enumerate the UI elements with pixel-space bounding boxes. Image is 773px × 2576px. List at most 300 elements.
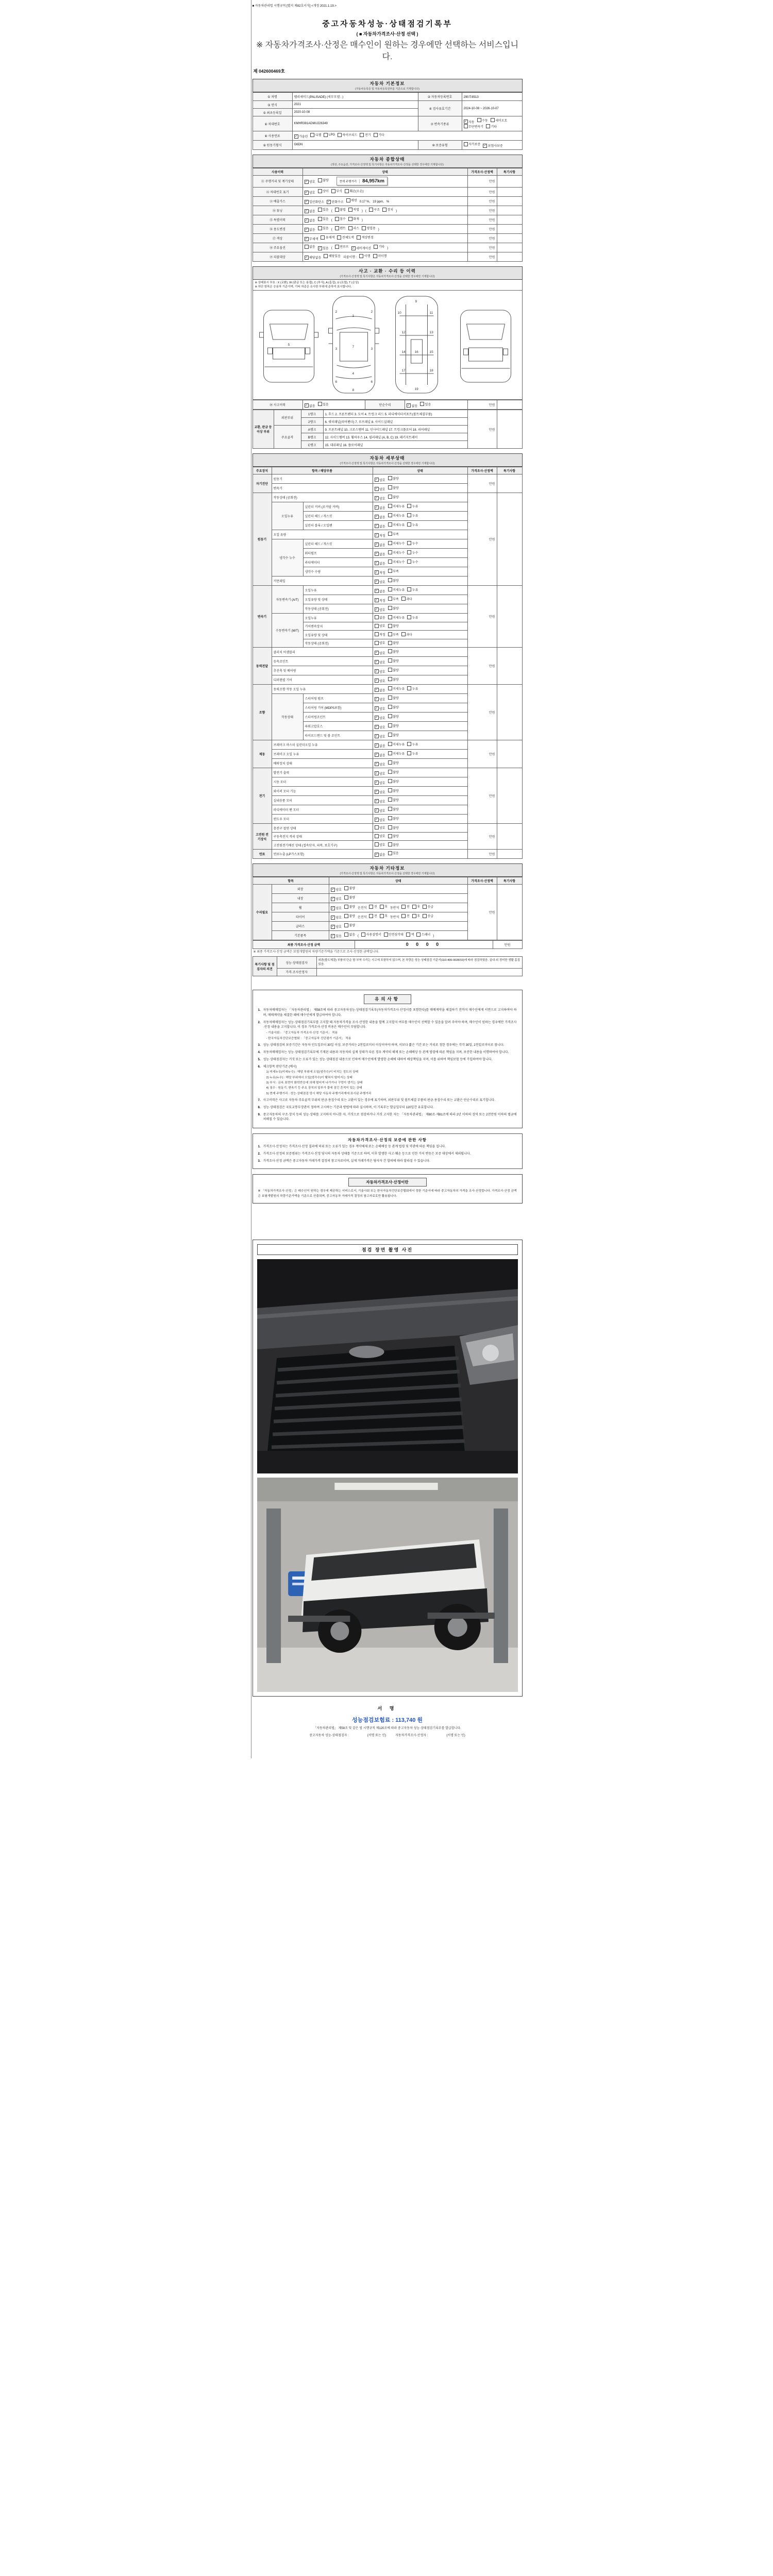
checkbox-box[interactable] — [369, 208, 373, 212]
checkbox-미세누유[interactable] — [388, 615, 405, 620]
checkbox-box[interactable] — [388, 532, 392, 536]
checkbox-양호[interactable] — [375, 580, 385, 584]
checkbox-box[interactable] — [388, 779, 392, 783]
checkbox-응급[interactable] — [423, 913, 433, 918]
checkbox-스패너[interactable] — [416, 932, 430, 937]
checkbox-box[interactable]: ✓ — [318, 246, 322, 250]
checkbox-box[interactable] — [491, 118, 495, 122]
checkbox-box[interactable] — [344, 905, 348, 909]
checkbox-불량[interactable] — [388, 649, 399, 654]
checkbox-box[interactable] — [388, 522, 392, 527]
checkbox-box[interactable] — [344, 923, 348, 927]
checkbox-box[interactable] — [318, 189, 322, 193]
checkbox-box[interactable]: ✓ — [375, 571, 378, 574]
checkbox-box[interactable] — [335, 226, 339, 230]
checkbox-적정[interactable] — [375, 598, 385, 603]
checkbox-불량[interactable] — [388, 495, 399, 499]
checkbox-썬루프[interactable] — [335, 244, 349, 249]
checkbox-적정[interactable] — [375, 632, 385, 637]
checkbox-box[interactable]: ✓ — [294, 134, 298, 138]
checkbox-box[interactable] — [407, 587, 411, 591]
checkbox-상이[interactable] — [318, 189, 329, 193]
checkbox-누유[interactable] — [407, 751, 418, 756]
checkbox-탄화수소[interactable] — [327, 199, 344, 204]
checkbox-box[interactable]: ✓ — [305, 209, 308, 213]
checkbox-이행[interactable] — [359, 253, 370, 258]
checkbox-box[interactable] — [305, 245, 309, 249]
checkbox-box[interactable]: ✓ — [375, 744, 378, 748]
checkbox-일산화탄소[interactable] — [305, 199, 324, 204]
checkbox-box[interactable] — [388, 485, 392, 489]
checkbox-양호[interactable] — [375, 725, 385, 730]
checkbox-구조[interactable] — [369, 207, 380, 212]
checkbox-전[interactable] — [369, 904, 377, 909]
checkbox-box[interactable] — [423, 914, 427, 918]
checkbox-box[interactable]: ✓ — [375, 515, 378, 519]
checkbox-box[interactable] — [401, 905, 406, 909]
checkbox-box[interactable] — [388, 550, 392, 554]
checkbox-양호[interactable] — [375, 762, 385, 767]
checkbox-box[interactable] — [388, 476, 392, 480]
checkbox-유채색[interactable] — [321, 235, 334, 240]
checkbox-box[interactable] — [407, 560, 411, 564]
checkbox-box[interactable] — [324, 133, 328, 137]
checkbox-box[interactable] — [406, 933, 410, 937]
checkbox-box[interactable] — [388, 641, 392, 645]
checkbox-양호[interactable] — [331, 887, 342, 892]
checkbox-없음[interactable] — [375, 753, 385, 757]
checkbox-매연[interactable] — [346, 198, 357, 202]
checkbox-box[interactable] — [388, 597, 392, 601]
checkbox-box[interactable] — [401, 632, 406, 636]
checkbox-양호[interactable] — [375, 478, 385, 482]
checkbox-box[interactable]: ✓ — [375, 534, 378, 537]
checkbox-box[interactable] — [388, 578, 392, 582]
checkbox-box[interactable] — [388, 798, 392, 802]
checkbox-후[interactable] — [380, 913, 388, 918]
checkbox-box[interactable]: ✓ — [331, 888, 334, 891]
checkbox-양호[interactable] — [375, 790, 385, 794]
checkbox-있음[interactable] — [318, 246, 329, 250]
checkbox-불량[interactable] — [388, 825, 399, 830]
checkbox-없음[interactable] — [375, 524, 385, 529]
checkbox-보험사보증[interactable] — [483, 143, 502, 148]
checkbox-box[interactable] — [388, 624, 392, 628]
checkbox-있음[interactable] — [318, 216, 329, 221]
checkbox-box[interactable] — [407, 742, 411, 746]
checkbox-누유[interactable] — [407, 615, 418, 620]
checkbox-양호[interactable] — [331, 924, 342, 929]
checkbox-box[interactable]: ✓ — [375, 478, 378, 482]
checkbox-부족[interactable] — [388, 632, 399, 637]
checkbox-box[interactable] — [388, 816, 392, 820]
checkbox-미이행[interactable] — [373, 253, 387, 258]
checkbox-없음[interactable] — [344, 932, 355, 937]
checkbox-부족[interactable] — [388, 569, 399, 573]
checkbox-양호[interactable] — [375, 842, 385, 847]
checkbox-리스[interactable] — [348, 226, 359, 230]
checkbox-없음[interactable] — [375, 543, 385, 547]
checkbox-box[interactable] — [344, 933, 348, 937]
checkbox-box[interactable] — [348, 208, 352, 212]
checkbox-불량[interactable] — [388, 788, 399, 793]
checkbox-침수[interactable] — [335, 216, 346, 221]
checkbox-box[interactable] — [388, 825, 392, 829]
checkbox-box[interactable] — [412, 905, 416, 909]
checkbox-box[interactable] — [388, 541, 392, 545]
checkbox-불량[interactable] — [388, 779, 399, 784]
checkbox-box[interactable] — [388, 705, 392, 709]
checkbox-양호[interactable] — [375, 706, 385, 711]
checkbox-box[interactable]: ✓ — [375, 716, 378, 720]
checkbox-box[interactable] — [318, 208, 322, 212]
checkbox-box[interactable]: ✓ — [375, 524, 378, 528]
checkbox-box[interactable] — [359, 254, 363, 258]
checkbox-box[interactable]: ✓ — [305, 218, 308, 222]
checkbox-적법[interactable] — [348, 207, 359, 212]
checkbox-box[interactable]: ✓ — [375, 580, 378, 584]
checkbox-box[interactable] — [374, 133, 378, 137]
checkbox-box[interactable]: ✓ — [375, 487, 378, 491]
checkbox-네비게이션[interactable] — [351, 246, 371, 250]
checkbox-box[interactable] — [369, 914, 373, 918]
checkbox-자동[interactable] — [464, 120, 475, 124]
checkbox-box[interactable] — [388, 686, 392, 690]
checkbox-box[interactable] — [388, 714, 392, 718]
checkbox-box[interactable]: ✓ — [375, 781, 378, 785]
checkbox-box[interactable]: ✓ — [375, 725, 378, 729]
checkbox-box[interactable] — [477, 118, 481, 122]
checkbox-장치[interactable] — [382, 207, 393, 212]
checkbox-부족[interactable] — [388, 532, 399, 536]
checkbox-box[interactable]: ✓ — [375, 679, 378, 683]
checkbox-box[interactable] — [388, 842, 392, 846]
checkbox-box[interactable] — [388, 649, 392, 653]
checkbox-없음[interactable] — [375, 852, 385, 857]
checkbox-box[interactable] — [335, 217, 339, 221]
checkbox-안전삼각대[interactable] — [384, 932, 404, 937]
checkbox-양호[interactable] — [305, 179, 315, 184]
checkbox-box[interactable] — [407, 504, 411, 508]
checkbox-box[interactable]: ✓ — [375, 707, 378, 710]
checkbox-양호[interactable] — [375, 496, 385, 501]
checkbox-불량[interactable] — [388, 658, 399, 663]
checkbox-box[interactable] — [375, 825, 379, 829]
checkbox-box[interactable] — [464, 142, 468, 146]
checkbox-box[interactable] — [375, 615, 379, 619]
checkbox-box[interactable] — [346, 198, 350, 202]
checkbox-box[interactable] — [388, 751, 392, 755]
checkbox-box[interactable]: ✓ — [305, 191, 308, 194]
checkbox-box[interactable] — [380, 914, 384, 918]
checkbox-없음[interactable] — [375, 552, 385, 556]
checkbox-불량[interactable] — [344, 923, 355, 927]
checkbox-미세누유[interactable] — [388, 513, 405, 518]
checkbox-box[interactable]: ✓ — [407, 404, 410, 408]
checkbox-양호[interactable] — [375, 640, 385, 645]
checkbox-있음[interactable] — [331, 934, 342, 938]
checkbox-미세누유[interactable] — [388, 504, 405, 509]
checkbox-불량[interactable] — [388, 578, 399, 583]
checkbox-불량[interactable] — [388, 696, 399, 700]
checkbox-세미오토[interactable] — [491, 118, 508, 123]
checkbox-box[interactable] — [361, 933, 365, 937]
checkbox-불량[interactable] — [388, 733, 399, 737]
checkbox-box[interactable] — [423, 905, 427, 909]
checkbox-box[interactable]: ✓ — [375, 772, 378, 775]
checkbox-box[interactable] — [335, 245, 339, 249]
checkbox-box[interactable] — [310, 133, 314, 137]
checkbox-box[interactable]: ✓ — [375, 753, 378, 757]
checkbox-불량[interactable] — [344, 886, 355, 890]
checkbox-불량[interactable] — [344, 904, 355, 909]
checkbox-불량[interactable] — [388, 705, 399, 709]
checkbox-box[interactable] — [384, 933, 388, 937]
checkbox-box[interactable] — [318, 226, 322, 230]
checkbox-box[interactable] — [388, 632, 392, 636]
checkbox-box[interactable]: ✓ — [327, 200, 330, 204]
checkbox-box[interactable] — [318, 178, 322, 182]
checkbox-box[interactable] — [407, 550, 411, 554]
checkbox-box[interactable] — [412, 914, 416, 918]
checkbox-양호[interactable] — [375, 651, 385, 655]
checkbox-box[interactable] — [407, 541, 411, 545]
checkbox-있음[interactable] — [318, 207, 329, 212]
checkbox-양호[interactable] — [375, 716, 385, 720]
checkbox-없음[interactable] — [375, 561, 385, 566]
checkbox-box[interactable]: ✓ — [464, 120, 467, 124]
checkbox-box[interactable]: ✓ — [375, 800, 378, 803]
checkbox-box[interactable] — [416, 933, 421, 937]
checkbox-box[interactable]: ✓ — [375, 698, 378, 701]
checkbox-box[interactable] — [344, 886, 348, 890]
checkbox-box[interactable] — [388, 513, 392, 517]
checkbox-있음[interactable] — [318, 226, 329, 230]
checkbox-box[interactable] — [331, 189, 335, 193]
checkbox-box[interactable]: ✓ — [375, 599, 378, 602]
checkbox-없음[interactable] — [375, 743, 385, 748]
checkbox-후[interactable] — [412, 913, 420, 918]
checkbox-양호[interactable] — [375, 679, 385, 683]
checkbox-box[interactable]: ✓ — [375, 670, 378, 673]
checkbox-불량[interactable] — [388, 834, 399, 838]
checkbox-미세누유[interactable] — [388, 742, 405, 747]
checkbox-무채색[interactable] — [305, 236, 318, 241]
checkbox-box[interactable]: ✓ — [375, 660, 378, 664]
checkbox-누유[interactable] — [407, 587, 418, 592]
checkbox-잭[interactable] — [406, 932, 414, 937]
checkbox-응급[interactable] — [423, 904, 433, 909]
checkbox-가솔린[interactable] — [294, 134, 308, 139]
checkbox-양호[interactable] — [375, 734, 385, 739]
checkbox-box[interactable]: ✓ — [375, 651, 378, 655]
checkbox-불량[interactable] — [388, 770, 399, 774]
checkbox-전[interactable] — [369, 913, 377, 918]
checkbox-box[interactable] — [344, 914, 348, 918]
checkbox-불량[interactable] — [388, 723, 399, 728]
checkbox-없음[interactable] — [407, 403, 417, 408]
checkbox-없음[interactable] — [375, 505, 385, 510]
checkbox-양호[interactable] — [375, 834, 385, 838]
checkbox-box[interactable] — [388, 723, 392, 727]
checkbox-box[interactable] — [388, 677, 392, 681]
checkbox-box[interactable]: ✓ — [375, 853, 378, 856]
checkbox-양호[interactable] — [375, 669, 385, 674]
checkbox-box[interactable]: ✓ — [305, 404, 308, 408]
checkbox-양호[interactable] — [375, 771, 385, 776]
checkbox-box[interactable] — [380, 905, 384, 909]
checkbox-사용설명서[interactable] — [361, 932, 381, 937]
checkbox-box[interactable] — [388, 560, 392, 564]
checkbox-box[interactable] — [318, 402, 322, 406]
checkbox-box[interactable]: ✓ — [375, 543, 378, 547]
checkbox-과다[interactable] — [401, 632, 412, 637]
checkbox-box[interactable] — [388, 658, 392, 663]
checkbox-box[interactable]: ✓ — [331, 906, 334, 910]
checkbox-미세누유[interactable] — [388, 686, 405, 691]
checkbox-양호[interactable] — [331, 906, 342, 910]
checkbox-box[interactable] — [337, 235, 341, 240]
checkbox-양호[interactable] — [375, 607, 385, 612]
checkbox-누수[interactable] — [407, 550, 418, 555]
checkbox-양호[interactable] — [375, 818, 385, 822]
checkbox-있음[interactable] — [318, 402, 329, 406]
checkbox-box[interactable] — [318, 217, 322, 221]
checkbox-box[interactable]: ✓ — [331, 916, 334, 919]
checkbox-불량[interactable] — [388, 816, 399, 821]
checkbox-무단변속기[interactable] — [464, 124, 483, 129]
checkbox-box[interactable] — [388, 770, 392, 774]
checkbox-후[interactable] — [380, 904, 388, 909]
checkbox-box[interactable]: ✓ — [331, 934, 334, 938]
checkbox-box[interactable] — [388, 569, 392, 573]
checkbox-적정[interactable] — [375, 533, 385, 538]
checkbox-box[interactable] — [344, 895, 348, 900]
checkbox-없음[interactable] — [305, 218, 315, 223]
checkbox-box[interactable] — [357, 235, 361, 240]
checkbox-기타[interactable] — [374, 244, 384, 249]
checkbox-box[interactable] — [388, 834, 392, 838]
checkbox-불량[interactable] — [388, 485, 399, 490]
checkbox-box[interactable] — [388, 606, 392, 610]
checkbox-box[interactable]: ✓ — [305, 256, 308, 259]
checkbox-전기[interactable] — [360, 132, 371, 137]
checkbox-box[interactable] — [375, 624, 379, 628]
checkbox-해당없음[interactable] — [305, 255, 322, 260]
checkbox-부족[interactable] — [388, 597, 399, 601]
checkbox-box[interactable]: ✓ — [305, 180, 308, 183]
checkbox-불량[interactable] — [388, 842, 399, 847]
checkbox-없음[interactable] — [375, 589, 385, 594]
checkbox-불량[interactable] — [388, 668, 399, 672]
checkbox-box[interactable]: ✓ — [305, 237, 308, 241]
checkbox-전체도색[interactable] — [337, 235, 354, 240]
checkbox-box[interactable] — [388, 760, 392, 765]
checkbox-양호[interactable] — [375, 808, 385, 813]
checkbox-box[interactable]: ✓ — [375, 688, 378, 692]
checkbox-있음[interactable] — [388, 851, 399, 855]
checkbox-box[interactable] — [407, 522, 411, 527]
checkbox-미세누수[interactable] — [388, 541, 405, 546]
checkbox-미세누수[interactable] — [388, 550, 405, 555]
checkbox-해당있음[interactable] — [324, 253, 341, 258]
checkbox-box[interactable]: ✓ — [305, 228, 308, 231]
checkbox-box[interactable]: ✓ — [331, 925, 334, 928]
checkbox-전[interactable] — [401, 904, 409, 909]
checkbox-box[interactable]: ✓ — [375, 562, 378, 565]
checkbox-화재[interactable] — [348, 216, 359, 221]
checkbox-하이브리드[interactable] — [338, 132, 357, 137]
checkbox-미세누유[interactable] — [388, 522, 405, 527]
checkbox-없음[interactable] — [375, 688, 385, 692]
checkbox-box[interactable] — [388, 733, 392, 737]
checkbox-양호[interactable] — [375, 623, 385, 628]
checkbox-불량[interactable] — [344, 895, 355, 900]
checkbox-box[interactable]: ✓ — [375, 506, 378, 510]
checkbox-없음[interactable] — [305, 244, 315, 249]
checkbox-box[interactable] — [388, 696, 392, 700]
checkbox-누유[interactable] — [407, 504, 418, 509]
checkbox-box[interactable] — [407, 686, 411, 690]
checkbox-불량[interactable] — [344, 913, 355, 918]
checkbox-전[interactable] — [401, 913, 409, 918]
checkbox-디젤[interactable] — [310, 132, 321, 137]
checkbox-양호[interactable] — [305, 190, 315, 195]
checkbox-불량[interactable] — [388, 798, 399, 802]
checkbox-box[interactable] — [375, 632, 379, 636]
checkbox-불량[interactable] — [388, 760, 399, 765]
checkbox-box[interactable] — [360, 133, 364, 137]
checkbox-box[interactable]: ✓ — [305, 200, 308, 204]
checkbox-box[interactable] — [388, 851, 392, 855]
checkbox-양호[interactable] — [375, 660, 385, 665]
checkbox-box[interactable]: ✓ — [352, 246, 355, 250]
checkbox-없음[interactable] — [375, 515, 385, 519]
checkbox-적정[interactable] — [375, 570, 385, 575]
checkbox-box[interactable] — [324, 254, 328, 258]
checkbox-box[interactable] — [375, 834, 379, 838]
checkbox-기타[interactable] — [374, 132, 384, 137]
checkbox-영업용[interactable] — [362, 226, 376, 230]
checkbox-없음[interactable] — [305, 227, 315, 232]
checkbox-box[interactable] — [338, 133, 342, 137]
checkbox-box[interactable] — [388, 807, 392, 811]
checkbox-box[interactable] — [382, 208, 386, 212]
checkbox-LPG[interactable] — [324, 133, 335, 137]
checkbox-미세누유[interactable] — [388, 587, 405, 592]
checkbox-box[interactable] — [373, 254, 377, 258]
checkbox-box[interactable]: ✓ — [375, 735, 378, 738]
checkbox-미세누유[interactable] — [388, 751, 405, 756]
checkbox-렌트[interactable] — [335, 226, 346, 230]
checkbox-누유[interactable] — [407, 513, 418, 518]
checkbox-box[interactable]: ✓ — [375, 552, 378, 556]
checkbox-불량[interactable] — [388, 606, 399, 611]
checkbox-없음[interactable] — [305, 209, 315, 213]
checkbox-후[interactable] — [412, 904, 420, 909]
checkbox-색상변경[interactable] — [357, 235, 374, 240]
checkbox-box[interactable]: ✓ — [375, 818, 378, 822]
checkbox-box[interactable] — [401, 914, 406, 918]
checkbox-box[interactable] — [420, 402, 424, 406]
checkbox-없음[interactable] — [305, 403, 315, 408]
checkbox-자가보증[interactable] — [464, 142, 481, 146]
checkbox-수동[interactable] — [477, 118, 488, 123]
checkbox-box[interactable] — [464, 124, 468, 128]
checkbox-양호[interactable] — [375, 825, 385, 830]
checkbox-box[interactable] — [401, 597, 406, 601]
checkbox-불량[interactable] — [388, 640, 399, 645]
